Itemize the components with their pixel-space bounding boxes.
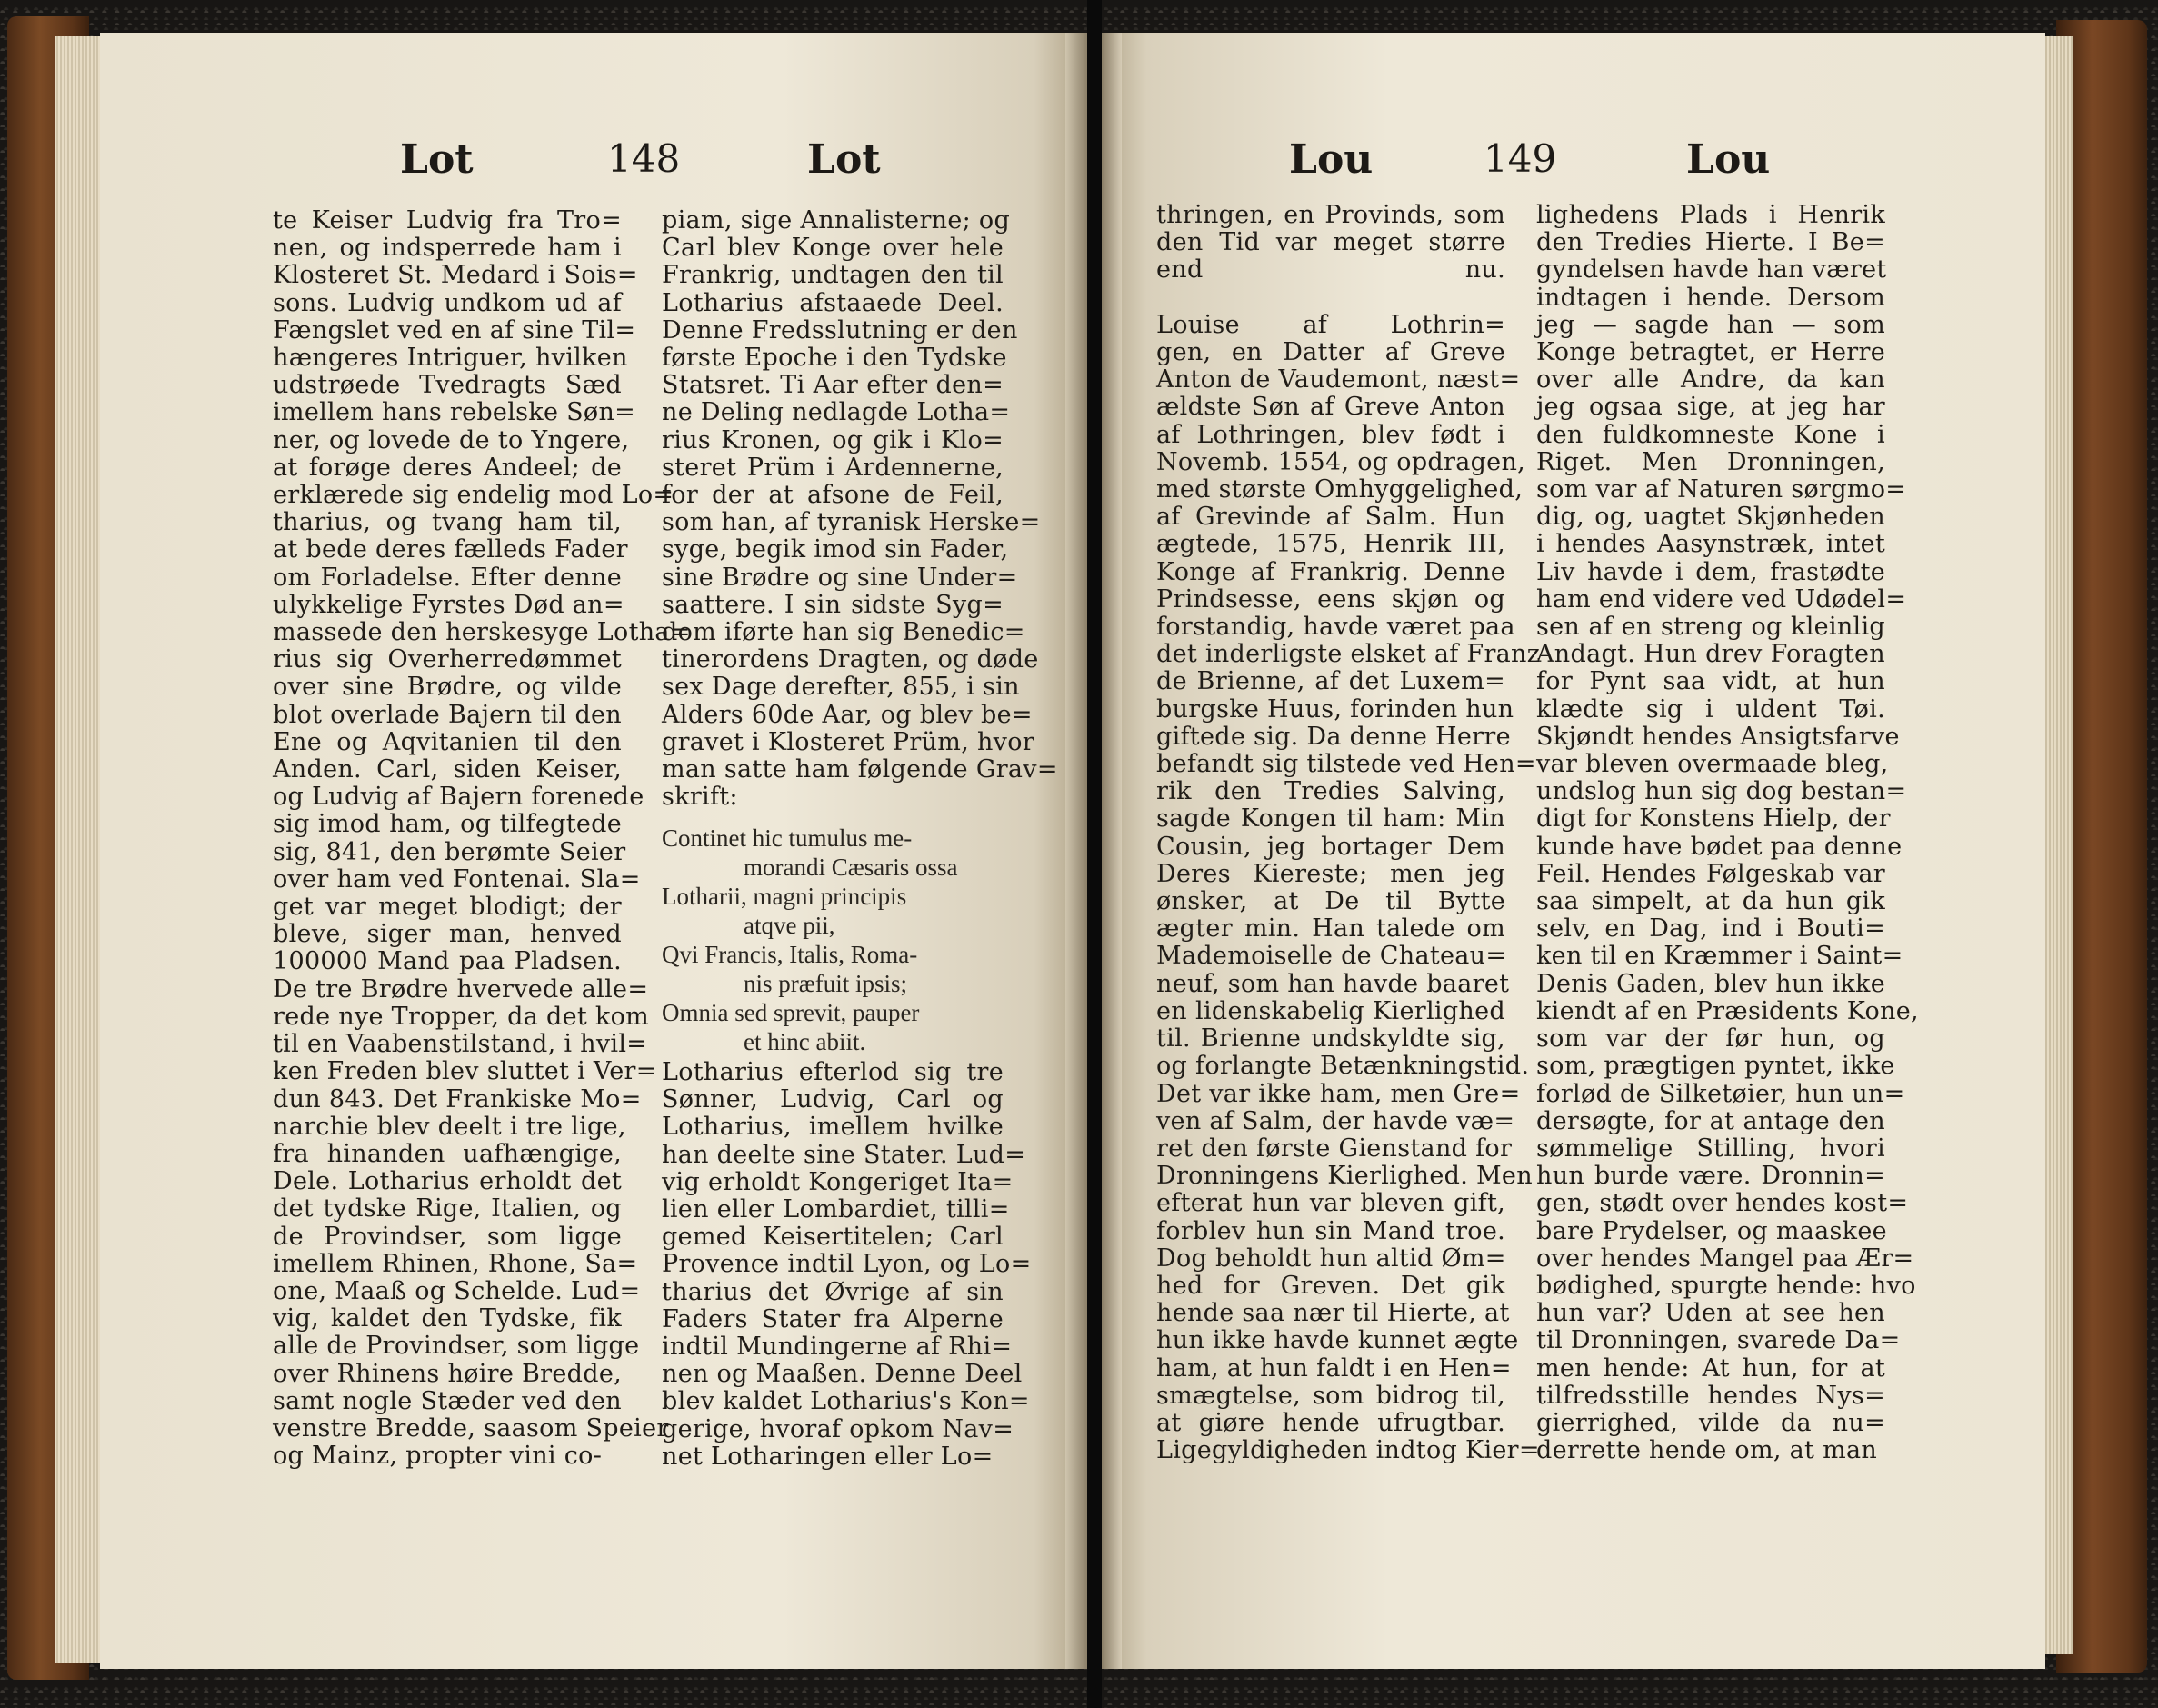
text-line: Provence indtil Lyon, og Lo= (662, 1250, 1032, 1279)
text-line: ægtede, 1575, Henrik III, (1156, 530, 1505, 559)
text-line: vig erholdt Kongeriget Ita= (662, 1167, 1014, 1196)
text-line: ønsker, at De til Bytte (1156, 887, 1505, 916)
text-line: dom iførte han sig Benedic= (662, 618, 1025, 647)
text-line: steret Prüm i Ardennerne, (662, 453, 1004, 482)
text-line: narchie blev deelt i tre lige, (273, 1112, 626, 1141)
text-line: Novemb. 1554, og opdragen, (1156, 447, 1526, 476)
text-line: tinerordens Dragten, og døde (662, 645, 1039, 674)
text-line: blot overlade Bajern til den (273, 700, 622, 729)
text-line: Klosteret St. Medard i Sois= (273, 261, 638, 290)
text-line: Lotharius efterlod sig tre (662, 1058, 1004, 1086)
text-line: til en Vaabenstilstand, i hvil= (273, 1030, 648, 1059)
text-line: sømmelige Stilling, hvori (1536, 1134, 1885, 1163)
text-line: hende saa nær til Hierte, at (1156, 1299, 1510, 1328)
text-line: og forlangte Betænkningstid. (1156, 1052, 1530, 1081)
text-line: undslog hun sig dog bestan= (1536, 777, 1907, 806)
text-line: ældste Søn af Greve Anton (1156, 393, 1505, 422)
text-line: ham end videre ved Udødel= (1536, 584, 1907, 614)
text-line: Frankrig, undtagen den til (662, 261, 1004, 290)
text-line: one, Maaß og Schelde. Lud= (273, 1276, 641, 1305)
text-line: sons. Ludvig undkom ud af (273, 288, 622, 317)
text-line: ægter min. Han talede om (1156, 914, 1505, 944)
text-line: bleve, siger man, henved (273, 920, 622, 949)
text-line: sig imod ham, og tilfegtede (273, 810, 622, 839)
text-line: imellem Rhinen, Rhone, Sa= (273, 1249, 638, 1278)
text-line: gen, stødt over hendes kost= (1536, 1189, 1909, 1218)
text-line: man satte ham følgende Grav= (662, 755, 1058, 784)
text-line: bødighed, spurgte hende: hvo (1536, 1271, 1916, 1300)
text-line: efterat hun var bleven gift, (1156, 1189, 1505, 1218)
text-line: den fuldkomneste Kone i (1536, 420, 1885, 449)
left-page-column-1 (273, 206, 691, 1471)
text-line: kiendt af en Præsidents Kone, (1536, 996, 1919, 1025)
text-line: over hendes Mangel paa Ær= (1536, 1244, 1914, 1273)
text-line: indtagen i hende. Dersom (1536, 283, 1885, 312)
text-line: Dele. Lotharius erholdt det (273, 1167, 622, 1196)
text-line: Feil. Hendes Følgeskab var (1536, 859, 1885, 888)
text-line: alle de Provindser, som ligge (273, 1332, 640, 1361)
text-line: ven af Salm, der havde væ= (1156, 1106, 1515, 1135)
text-line: Cousin, jeg bortager Dem (1156, 832, 1505, 861)
text-line: ner, og lovede de to Yngere, (273, 425, 630, 454)
text-line: Dronningens Kierlighed. Men (1156, 1162, 1533, 1191)
text-line: ret den første Gienstand for (1156, 1134, 1513, 1163)
text-line: som han, af tyranisk Herske= (662, 508, 1041, 537)
text-line: en lidenskabelig Kierlighed (1156, 996, 1505, 1025)
text-line: befandt sig tilstede ved Hen= (1156, 750, 1536, 779)
text-line: klædte sig i uldent Tøi. (1536, 694, 1885, 724)
text-line: vig, kaldet den Tydske, fik (273, 1304, 622, 1333)
text-line: Statsret. Ti Aar efter den= (662, 371, 1004, 400)
gutter-shadow-right (1102, 33, 1122, 1669)
text-line: men hende: At hun, for at (1536, 1353, 1885, 1383)
text-line: Andagt. Hun drev Foragten (1536, 640, 1885, 669)
text-line: ken til en Kræmmer i Saint= (1536, 942, 1903, 971)
text-line: det inderligste elsket af Franz (1156, 640, 1541, 669)
text-line: gerige, hvoraf opkom Nav= (662, 1414, 1014, 1443)
left-page-number: 148 (607, 136, 681, 181)
text-line: fra hinanden uafhængige, (273, 1139, 622, 1168)
left-header-word-right: Lot (807, 136, 881, 183)
text-line: Denne Fredsslutning er den (662, 315, 1018, 345)
text-line: som var af Naturen sørgmo= (1536, 475, 1907, 504)
text-line: te Keiser Ludvig fra Tro= (273, 206, 622, 235)
text-line: jeg ogsaa sige, at jeg har (1536, 393, 1885, 422)
text-line: tilfredsstille hendes Nys= (1536, 1381, 1885, 1410)
text-line: tharius, og tvang ham til, (273, 508, 622, 537)
text-line: over ham ved Fontenai. Sla= (273, 864, 641, 894)
text-line: saa simpelt, at da hun gik (1536, 887, 1885, 916)
text-line: gemed Keisertitelen; Carl (662, 1223, 1004, 1252)
text-line: som var der før hun, og (1536, 1024, 1885, 1054)
text-line: Faders Stater fra Alperne (662, 1304, 1004, 1333)
text-line: Skjøndt hendes Ansigtsfarve (1536, 722, 1900, 751)
text-line: ken Freden blev sluttet i Ver= (273, 1057, 657, 1086)
text-line: Ene og Aqvitanien til den (273, 727, 622, 756)
latin-line: Qvi Francis, Italis, Roma- (662, 941, 918, 968)
text-line: sex Dage derefter, 855, i sin (662, 673, 1020, 702)
text-line: lien eller Lombardiet, tilli= (662, 1195, 1010, 1224)
text-line: Sønner, Ludvig, Carl og (662, 1085, 1004, 1114)
latin-line: nis præfuit ipsis; (744, 970, 908, 997)
text-line: sine Brødre og sine Under= (662, 563, 1018, 592)
text-line: lighedens Plads i Henrik (1536, 201, 1885, 229)
latin-epitaph (662, 824, 1004, 1056)
text-line: saattere. I sin sidste Syg= (662, 590, 1004, 619)
right-header-word-left: Lou (1289, 136, 1374, 183)
text-line: samt nogle Stæder ved den (273, 1386, 622, 1415)
text-line: over alle Andre, da kan (1536, 365, 1885, 395)
text-line: den Tid var meget større (1156, 228, 1505, 257)
text-line: imellem hans rebelske Søn= (273, 398, 636, 427)
image-divider (1087, 0, 1102, 1708)
latin-line: Continet hic tumulus me- (662, 824, 913, 852)
text-line: derrette hende om, at man (1536, 1436, 1878, 1465)
right-page-column-1 (1156, 201, 1541, 1465)
text-line: piam, sige Annalisterne; og (662, 206, 1011, 235)
text-line: syge, begik imod sin Fader, (662, 535, 1009, 564)
text-line: Anden. Carl, siden Keiser, (273, 755, 622, 784)
text-line: at bede deres fælleds Fader (273, 535, 628, 564)
text-line: Konge af Frankrig. Denne (1156, 557, 1505, 586)
text-line: over Rhinens høire Bredde, (273, 1359, 622, 1388)
text-line: dun 843. Det Frankiske Mo= (273, 1084, 642, 1114)
text-line: og Mainz, propter vini co- (273, 1442, 603, 1471)
text-line: Anton de Vaudemont, næst= (1156, 365, 1521, 395)
text-line: Lotharius, imellem hvilke (662, 1113, 1004, 1142)
text-line: blev kaldet Lotharius's Kon= (662, 1387, 1030, 1416)
text-line: ham, at hun faldt i en Hen= (1156, 1353, 1512, 1383)
text-line: forstandig, havde været paa (1156, 613, 1515, 642)
text-line: at giøre hende ufrugtbar. (1156, 1408, 1505, 1437)
text-line: at forøge deres Andeel; de (273, 453, 622, 482)
text-line: indtil Mundingerne af Rhi= (662, 1333, 1013, 1362)
text-line: gen, en Datter af Greve (1156, 338, 1505, 367)
text-line: rius Kronen, og gik i Klo= (662, 425, 1004, 454)
text-line: Denis Gaden, blev hun ikke (1536, 969, 1885, 998)
text-line: udstrøede Tvedragts Sæd (273, 371, 622, 400)
latin-line: Omnia sed sprevit, pauper (662, 999, 920, 1026)
text-line: ne Deling nedlagde Lotha= (662, 398, 1011, 427)
text-line: om Forladelse. Efter denne (273, 563, 622, 592)
text-line: kunde have bødet paa denne (1536, 832, 1903, 861)
text-line: Det var ikke ham, men Gre= (1156, 1079, 1521, 1108)
text-line: som, prægtigen pyntet, ikke (1536, 1052, 1895, 1081)
left-header-word-left: Lot (400, 136, 474, 183)
text-line: net Lotharingen eller Lo= (662, 1442, 994, 1471)
text-line: neuf, som han havde baaret (1156, 969, 1510, 998)
text-line: den Tredies Hierte. I Be= (1536, 228, 1885, 257)
text-line: sagde Kongen til ham: Min (1156, 804, 1505, 834)
text-line: rede nye Tropper, da det kom (273, 1002, 650, 1031)
text-line: hun var? Uden at see hen (1536, 1299, 1885, 1328)
text-line: get var meget blodigt; der (273, 893, 622, 922)
text-line: de Brienne, af det Luxem= (1156, 667, 1505, 696)
text-line: og Ludvig af Bajern forenede (273, 783, 644, 812)
text-line: af Lothringen, blev født i (1156, 420, 1505, 449)
text-line: thringen, en Provinds, som (1156, 201, 1505, 229)
text-line: forblev hun sin Mand troe. (1156, 1216, 1505, 1245)
text-line: nen og Maaßen. Denne Deel (662, 1360, 1023, 1389)
text-line: af Grevinde af Salm. Hun (1156, 503, 1505, 532)
text-line: Ligegyldigheden indtog Kier= (1156, 1436, 1540, 1465)
text-line: hun burde være. Dronnin= (1536, 1162, 1885, 1191)
text-line: gravet i Klosteret Prüm, hvor (662, 727, 1034, 756)
text-line: end nu. (1156, 255, 1505, 285)
text-line: dig, og, uagtet Skjønheden (1536, 503, 1885, 532)
text-line: han deelte sine Stater. Lud= (662, 1140, 1026, 1169)
text-line: venstre Bredde, saasom Speier (273, 1413, 669, 1443)
right-page-number: 149 (1484, 136, 1557, 181)
text-line: Mademoiselle de Chateau= (1156, 942, 1507, 971)
text-line: Louise af Lothrin= (1156, 310, 1505, 339)
text-line: forlød de Silketøier, hun un= (1536, 1079, 1905, 1108)
latin-line: atqve pii, (744, 912, 835, 939)
text-line: ulykkelige Fyrstes Død an= (273, 590, 624, 619)
text-line: hængeres Intriguer, hvilken (273, 344, 628, 373)
text-line: smægtelse, som bidrog til, (1156, 1381, 1505, 1410)
text-line: til Dronningen, svarede Da= (1536, 1326, 1901, 1355)
text-line: i hendes Aasynstræk, intet (1536, 530, 1885, 559)
text-line: giftede sig. Da denne Herre (1156, 722, 1511, 751)
text-line: tharius det Øvrige af sin (662, 1277, 1004, 1306)
text-line: Dog beholdt hun altid Øm= (1156, 1244, 1506, 1273)
text-line: Deres Kiereste; men jeg (1156, 859, 1505, 888)
latin-line: morandi Cæsaris ossa (744, 854, 958, 881)
text-line: gyndelsen havde han været (1536, 255, 1887, 285)
text-line: Prindsesse, eens skjøn og (1156, 584, 1505, 614)
text-line: 100000 Mand paa Pladsen. (273, 947, 622, 976)
text-line: rik den Tredies Salving, (1156, 777, 1505, 806)
text-line: Liv havde i dem, frastødte (1536, 557, 1885, 586)
text-line: over sine Brødre, og vilde (273, 673, 622, 702)
text-line: nen, og indsperrede ham i (273, 234, 622, 263)
text-line: var bleven overmaade bleg, (1536, 750, 1889, 779)
text-line: skrift: (662, 783, 738, 812)
gutter-shadow-left (1065, 33, 1087, 1669)
text-line: Konge betragtet, er Herre (1536, 338, 1885, 367)
text-line: hun ikke havde kunnet ægte (1156, 1326, 1519, 1355)
text-line: første Epoche i den Tydske (662, 344, 1007, 373)
text-line: dersøgte, for at antage den (1536, 1106, 1885, 1135)
text-line: hed for Greven. Det gik (1156, 1271, 1505, 1300)
left-page-column-2-bottom (662, 1058, 1032, 1471)
text-line: med største Omhyggelighed, (1156, 475, 1524, 504)
text-line: gierrighed, vilde da nu= (1536, 1408, 1885, 1437)
right-header-word-right: Lou (1686, 136, 1771, 183)
left-page-column-2-top (662, 206, 1058, 812)
text-line: de Provindser, som ligge (273, 1222, 622, 1251)
text-line: De tre Brødre hvervede alle= (273, 974, 649, 1004)
latin-line: Lotharii, magni principis (662, 883, 907, 910)
text-line: Riget. Men Dronningen, (1536, 447, 1885, 476)
text-line: jeg — sagde han — som (1536, 310, 1885, 339)
text-line: Carl blev Konge over hele (662, 234, 1004, 263)
text-line: Lotharius afstaaede Deel. (662, 288, 1004, 317)
text-line: rius sig Overherredømmet (273, 645, 622, 674)
right-page-column-2 (1536, 201, 1919, 1465)
text-line: erklærede sig endelig mod Lo= (273, 481, 674, 510)
text-line: bare Prydelser, og maaskee (1536, 1216, 1887, 1245)
text-line: det tydske Rige, Italien, og (273, 1194, 622, 1224)
text-line: sig, 841, den berømte Seier (273, 837, 626, 866)
text-line: for der at afsone de Feil, (662, 481, 1004, 510)
text-line: selv, en Dag, ind i Bouti= (1536, 914, 1885, 944)
text-line: digt for Konstens Hielp, der (1536, 804, 1891, 834)
text-line (1156, 285, 1505, 312)
text-line: massede den herskesyge Lotha= (273, 618, 691, 647)
text-line: for Pynt saa vidt, at hun (1536, 667, 1885, 696)
text-line: burgske Huus, forinden hun (1156, 694, 1514, 724)
text-line: Fængslet ved en af sine Til= (273, 315, 636, 345)
latin-line: et hinc abiit. (744, 1028, 866, 1055)
text-line: til. Brienne undskyldte sig, (1156, 1024, 1505, 1054)
text-line: sen af en streng og kleinlig (1536, 613, 1885, 642)
text-line: Alders 60de Aar, og blev be= (662, 700, 1033, 729)
